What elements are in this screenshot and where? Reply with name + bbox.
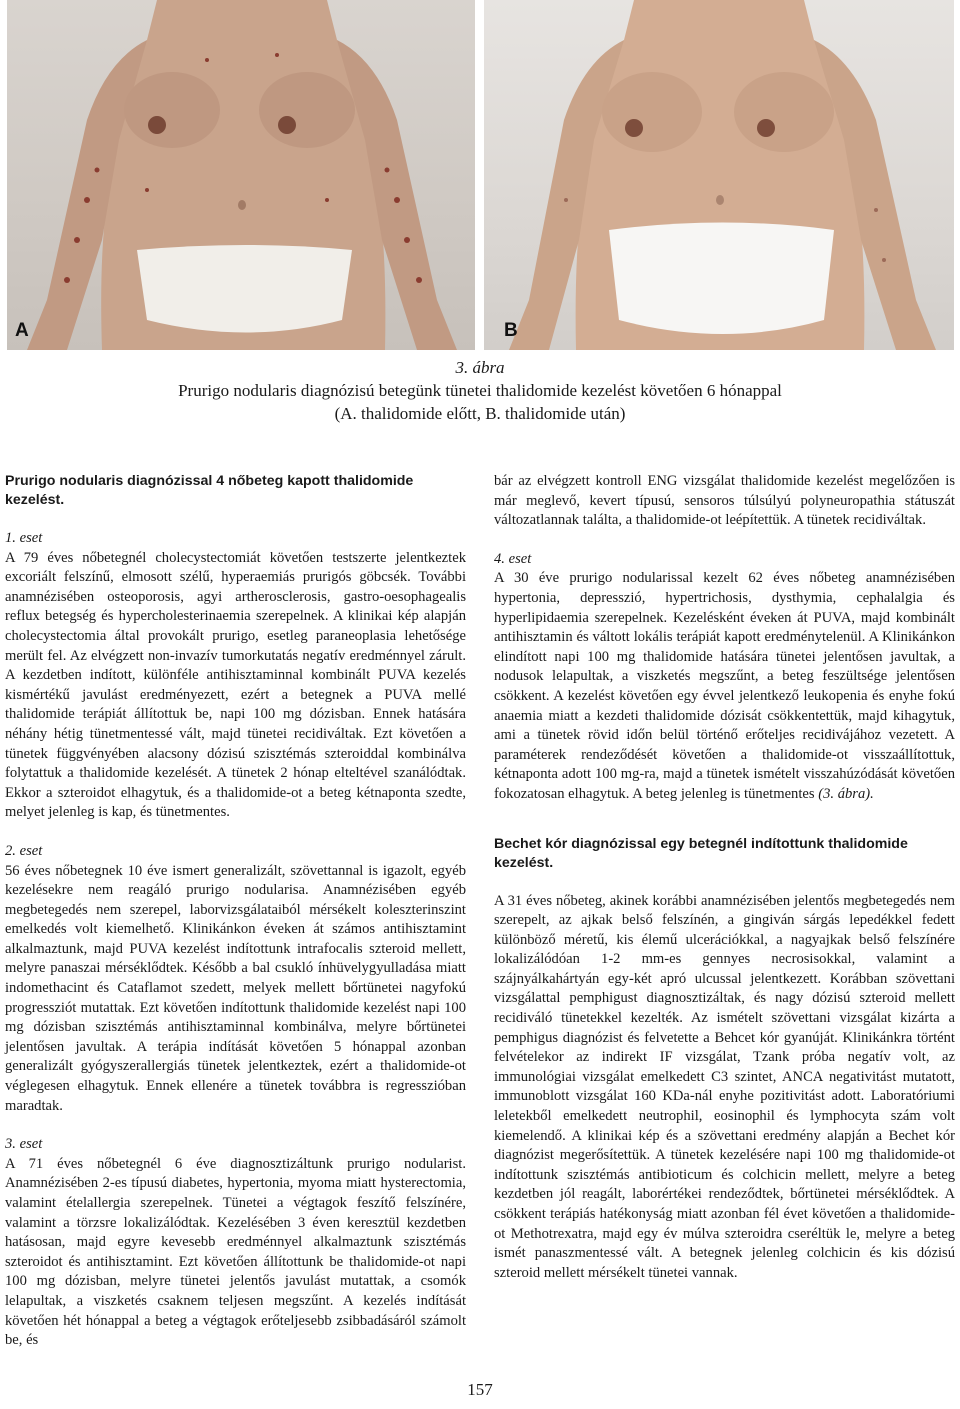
case-1-text: A 79 éves nőbetegnél cholecystectomiát követően testszerte jelentkeztek excoriált felszínű, elmosott szélű, hyperaemiás prurigós göbcsék. További anamnézisében osteoporosis, agyi artherosclerosis, gastro-oesophagealis reflux betegség és hypercholesterinaemia szerepelnek. A klinikai kép alapján cholecystectomia által provokált prurigo, esetleg paraneoplasia lehetősége merült fel. Az elvégzett non-invazív tumorkutatás negatív eredménnyel zárult. A kezdetben indított, különféle antihisztaminnal kombinált PUVA kezelés kismértékű javulást eredményezett, ezért a betegnek a PUVA mellé thalidomide terápiát állítottuk be, napi 100 mg dózisban. Ennek hatására néhány hétig tünetmentessé vált, majd tünetei recidiváltak. Ezt követően a tünetek függvényében alacsony dózisú szisztémás szteroiddal kombinálva folytattuk a thalidomide kezelését. A tünetek 2 hónap elteltével szanálódtak. Ekkor a szteroidot elhagytuk, és a thalidomide-ot a beteg kétnaponta szedte, melyet jelenleg is kap, és tünetmentes. <box>5 549 466 821</box>
case-3-title: 3. eset <box>5 1136 43 1153</box>
case-1-title: 1. eset <box>5 530 43 546</box>
case-4-title: 4. eset <box>494 550 532 567</box>
right-column <box>494 472 955 1283</box>
figure-caption <box>0 356 960 425</box>
photo-before-treatment <box>7 0 475 350</box>
case-3-text: A 71 éves nőbetegnél 6 éve diagnosztizáltunk prurigo nodularist. Anamnézisében 2-es típusú diabetes, hypertonia, myoma miatt hysterectomia, valamint ételallergia szerepelnek. Tünetei a végtagok feszítő felszínére, valamint a törzsre lokalizálódtak. Kezelésében 3 éven keresztül kezdetben hatásosan, majd egyre kevesebb eredménnyel alkalmaztunk szisztémás szteroidot és antihisztamint. Ezt követően állítottunk be thalidomide-ot napi 100 mg dózisban, melyre tünetei jelentős javulást mutattak, a csomók lelapultak, a viszketés csaknem teljesen megszűnt. A kezelés indítását követően hét hónappal a beteg a végtagok erőteljesebb zsibbadásáról számolt be, és <box>5 1155 466 1349</box>
left-column <box>5 472 466 1351</box>
patient-torso-illustration-b <box>484 0 954 350</box>
figure-number: 3. ábra <box>455 358 505 377</box>
figure-reference: (3. ábra). <box>818 785 874 802</box>
case-3-continuation: bár az elvégzett kontroll ENG vizsgálat thalidomide kezelést megelőzően is már meglevő, kevert típusú, sensoros túlsúlyú polyneuropathia státuszát változatlannak találta, a thalidomide-ot leépítettük. A tünetek recidiváltak. <box>494 473 955 529</box>
photo-after-treatment <box>484 0 954 350</box>
case-4-text <box>494 569 955 804</box>
photo-label-a: A <box>15 320 29 341</box>
figure-caption-line-1: Prurigo nodularis diagnózisú betegünk tünetei thalidomide kezelést követően 6 hónappal <box>178 381 782 400</box>
bechet-case-text: A 31 éves nőbeteg, akinek korábbi anamnézisében jelentős megbetegedés nem szerepelt, az ajkak belső felszínén, a gingiván sárgás lepedékkel fedett különböző méretű, kis élemű ulcerációkkal, a nagyajkak belső felszínére lokalizálódóan 1-2 mm-es gennyes necrosisokkal, valamint a szájnyálkahártyán egy-két apró ulcussal jelentkezett. Korábban szövettani vizsgálattal pemphigust diagnosztizáltak, és nagy dózisú szteroid mellett recidiváló tünetekkel kezelték. Az ismételt szövettani vizsgálat kizárta a pemphigus diagnózist és felvetette a Behcet kór gyanúját. Klinikánkra történt felvételekor az indirekt IF vizsgálat, Tzank próba negatív volt, az immunológiai vizsgálat emelkedett C3 szintet, ANCA negativitást mutatott, immunoblott vizsgálat 160 KDa-nál enyhe pozitivitást adott. Laboratóriumi leletekből emelkedett neutrophil, eosinophil és lymphocyta szám volt kiemelendő. A klinikai kép és a szövettani eredmény alapján a Bechet kór diagnózist megerősítettük. A tünetek kezelésére napi 100 mg thalidomide-ot indítottunk szisztémás antibioticum és colchicin mellett, melyre a beteg kezdetben jól reagált, laborértékei rendeződtek, bőrtünetei mérséklődtek. A csökkent terápiás hatékonyság miatt azonban fél évet követően a thalidomide-ot Methotrexatra, majd egy év múlva szteroidra cseréltük le, melyre a beteg ismét panaszmentessé vált. A betegnek jelenleg colchicin és kis dózisú szteroid mellett mérsékelt tünetei vannak. <box>494 892 955 1281</box>
section-heading-prurigo: Prurigo nodularis diagnózissal 4 nőbeteg kapott thalidomide kezelést. <box>5 473 414 508</box>
section-heading-bechet: Bechet kór diagnózissal egy betegnél indítottunk thalidomide kezelést. <box>494 835 908 871</box>
page-number: 157 <box>467 1380 493 1399</box>
photo-label-b: B <box>504 320 518 341</box>
patient-torso-illustration-a <box>7 0 475 350</box>
case-4-body: A 30 éve prurigo nodularissal kezelt 62 éves nőbeteg anamnézisében hypertonia, depresszió, hypertrichosis, dysthymia, cephalalgia és hyperlipidaemia szerepelnek. Kezelésként éveken át PUVA, majd kombinált antihisztamin és váltott lokális terápiát kapott eredménytelenül. A Klinikánkon elindított napi 100 mg thalidomide hatására tünetei jelentősen javultak, a nodusok lelapultak, a viszketés megszűnt, a beteg feszültsége jelentősen csökkent. A kezelést követően egy évvel jelentkező leukopenia és enyhe fokú anaemia miatt a kezdeti thalidomide dózisát csökkentettük, majd kihagytuk, ami a tünetek rövid időn belül történő erőteljes recidivájához vezetett. A paraméterek rendeződését követően a thalidomide-ot visszaállítottuk, kétnaponta adott 100 mg-ra, majd a tünetek ismételt visszahúzódását követően fokozatosan elhagytuk. A beteg jelenleg is tünetmentes <box>494 570 955 802</box>
figure-caption-line-2: (A. thalidomide előtt, B. thalidomide után) <box>334 404 626 423</box>
case-2-title: 2. eset <box>5 842 43 859</box>
case-2-text: 56 éves nőbetegnek 10 éve ismert generalizált, szövettannal is igazolt, egyéb kezelésekre nem reagáló prurigo nodularisa. Anamnézisében egyéb megbetegedés nem szerepel, laborvizsgálataiból mérsékelt koleszterinszint emelkedés volt kiemelhető. Klinikánkon éveken át számos antihisztamint alkalmaztunk, majd PUVA kezelést indítottunk intrafocalis szteroid mellett, melyre panaszai mérséklődtek. Később a bal csukló ínhüvelygyulladása miatt indomethacint és Cataflamot szedett, melyek mellett bőrtünetei nagyfokú progressziót mutattak. Ezt követően indítottunk thalidomide kezelést napi 100 mg dózisban szisztémás antihisztaminnal kombinálva, melyre bőrtünetei jelentősen javultak. A terápia indítását követően 5 hónappal azonban generalizált gyógyszerallergiás tünetek jelentkeztek, ezért a thalidomide-ot véglegesen elhagytuk. Ennek ellenére a tünetek továbbra is regresszióban maradtak. <box>5 862 466 1114</box>
